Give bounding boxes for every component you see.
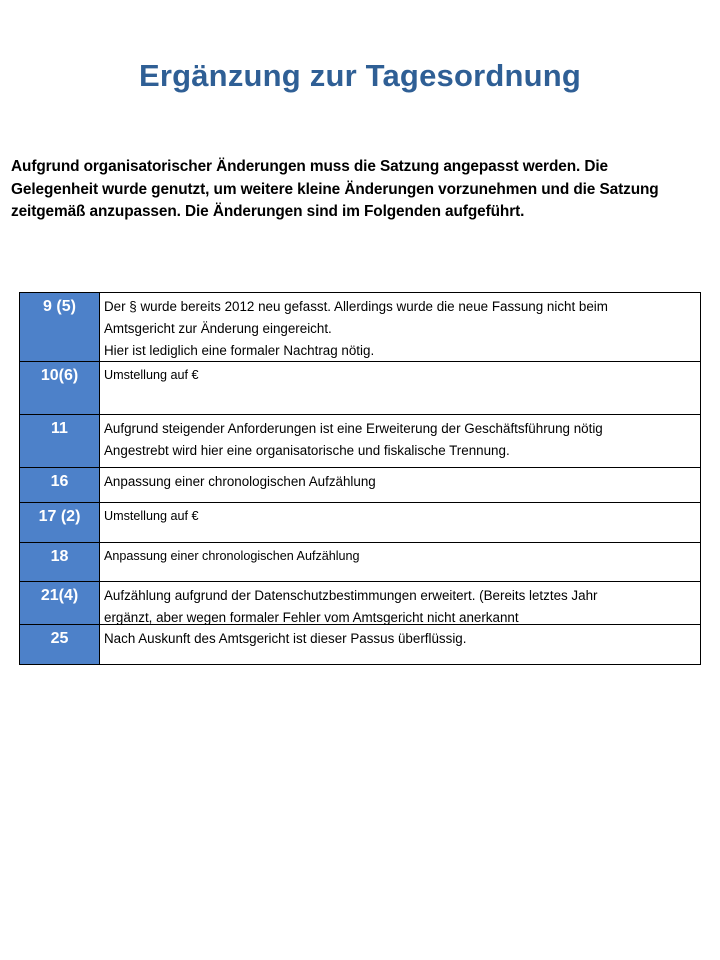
- table-row: [19, 543, 701, 582]
- description-line: Hier ist lediglich eine formaler Nachtrag nötig.: [104, 343, 375, 358]
- intro-line: Gelegenheit wurde genutzt, um weitere kleine Änderungen vorzunehmen und die Satzung: [11, 180, 659, 198]
- description-line: Anpassung einer chronologischen Aufzählung: [104, 549, 360, 563]
- description-line: ergänzt, aber wegen formaler Fehler vom Amtsgericht nicht anerkannt: [104, 610, 519, 624]
- description-line: Umstellung auf €: [104, 509, 199, 523]
- change-description: [99, 362, 701, 414]
- table-row: [19, 625, 701, 665]
- change-description: [99, 503, 701, 542]
- table-row: [19, 582, 701, 625]
- page-title: Ergänzung zur Tagesordnung: [138, 58, 582, 93]
- change-description: [99, 415, 701, 467]
- paragraph-number: 16: [19, 468, 99, 502]
- paragraph-number: 9 (5): [19, 293, 99, 361]
- description-line: Aufzählung aufgrund der Datenschutzbestimmungen erweitert. (Bereits letztes Jahr: [104, 588, 598, 603]
- changes-table: [19, 292, 701, 665]
- change-description: [99, 293, 701, 361]
- description-line: Anpassung einer chronologischen Aufzählung: [104, 474, 376, 489]
- description-line: Angestrebt wird hier eine organisatorische und fiskalische Trennung.: [104, 443, 510, 458]
- paragraph-number: 21(4): [19, 582, 99, 624]
- change-description: [99, 625, 701, 664]
- table-row: [19, 362, 701, 415]
- description-line: Aufgrund steigender Anforderungen ist eine Erweiterung der Geschäftsführung nötig: [104, 421, 603, 436]
- description-line: Umstellung auf €: [104, 368, 199, 382]
- table-row: [19, 468, 701, 503]
- paragraph-number: 10(6): [19, 362, 99, 414]
- paragraph-number: 11: [19, 415, 99, 467]
- intro-line: Aufgrund organisatorischer Änderungen muss die Satzung angepasst werden. Die: [11, 158, 609, 175]
- table-row: [19, 415, 701, 468]
- description-line: Nach Auskunft des Amtsgericht ist dieser Passus überflüssig.: [104, 631, 467, 646]
- intro-line: zeitgemäß anzupassen. Die Änderungen sind im Folgenden aufgeführt.: [11, 203, 525, 220]
- paragraph-number: 17 (2): [19, 503, 99, 542]
- paragraph-number: 18: [19, 543, 99, 581]
- table-row: [19, 503, 701, 543]
- intro-paragraph: [11, 156, 716, 224]
- paragraph-number: 25: [19, 625, 99, 664]
- table-row: [19, 293, 701, 362]
- change-description: [99, 543, 701, 581]
- description-line: Amtsgericht zur Änderung eingereicht.: [104, 321, 332, 336]
- change-description: [99, 468, 701, 502]
- change-description: [99, 582, 701, 624]
- description-line: Der § wurde bereits 2012 neu gefasst. Allerdings wurde die neue Fassung nicht beim: [104, 299, 608, 314]
